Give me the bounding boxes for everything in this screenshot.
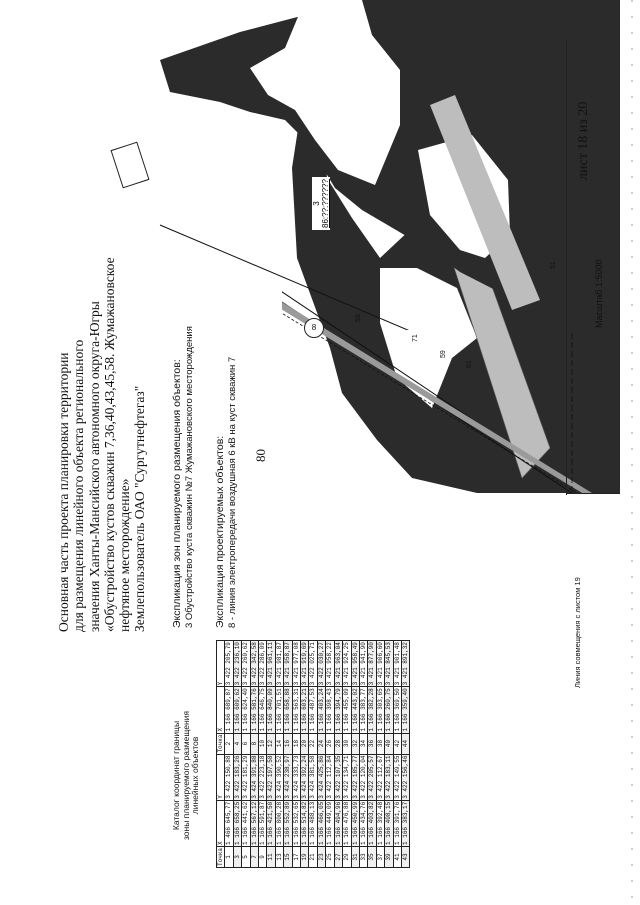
table-cell: 44	[401, 733, 409, 754]
table-cell: 40	[385, 733, 393, 754]
table-cell: 3 424 381,58	[309, 755, 317, 799]
table-cell: 2	[225, 733, 233, 754]
table-cell: 1 166 383,77	[359, 688, 367, 732]
table-header: Y	[217, 641, 225, 687]
table-cell: 1 166 383,17	[401, 801, 409, 845]
table-cell: 1 166 476,88	[343, 801, 351, 845]
table-cell: 1 166 303,65	[376, 688, 384, 732]
table-cell: 42	[393, 733, 401, 754]
table-cell: 3 422 120,04	[359, 755, 367, 799]
sheet-label: лист 18 из 20	[576, 101, 591, 180]
table-cell: 3 422 260,62	[242, 642, 250, 686]
catalog-title	[172, 683, 201, 868]
table-cell: 3 422 185,77	[351, 755, 359, 799]
table-row	[259, 641, 267, 868]
table-cell: 3 421 845,53	[385, 642, 393, 686]
table-cell: 37	[376, 846, 384, 867]
table-cell: 1 166 840,09	[267, 688, 275, 732]
table-cell: 3 421 919,69	[301, 642, 309, 686]
table-cell: 3 424 392,24	[301, 755, 309, 799]
title-line: нефтяное месторождение»	[117, 478, 133, 632]
objects-item: 8 - линия электропередачи воздушная 6 кВ на куст скважин 7	[226, 356, 238, 628]
table-cell: 1 166 408,15	[385, 801, 393, 845]
table-cell: 8	[250, 733, 258, 754]
table-row	[225, 641, 233, 868]
table-cell: 3 421 958,49	[351, 642, 359, 686]
table-cell: 9	[259, 846, 267, 867]
table-cell: 1 166 488,13	[309, 801, 317, 845]
table-row	[233, 641, 241, 868]
table-cell: 1 166 394,79	[334, 688, 342, 732]
callout-label: 53	[355, 314, 362, 322]
table-row	[401, 641, 409, 868]
table-header: X	[217, 800, 225, 846]
table-cell: 34	[359, 733, 367, 754]
explication	[172, 326, 238, 628]
table-row	[242, 641, 250, 868]
table-cell: 1 166 403,24	[317, 688, 325, 732]
table-cell: 3 421 924,25	[343, 642, 351, 686]
table-cell: 1	[225, 846, 233, 867]
table-cell: 1 166 441,62	[242, 801, 250, 845]
table-cell: 1 166 689,87	[225, 688, 233, 732]
table-row	[292, 641, 300, 868]
table-cell: 26	[326, 733, 334, 754]
table-cell: 38	[376, 733, 384, 754]
table-cell: 32	[351, 733, 359, 754]
table-cell: 16	[284, 733, 292, 754]
callout-label: 61	[466, 360, 473, 368]
table-cell: 15	[284, 846, 292, 867]
table-cell: 29	[343, 846, 351, 867]
table-cell: 3 422 150,88	[225, 755, 233, 799]
table-cell: 3 424 333,73	[292, 755, 300, 799]
table-cell: 20	[301, 733, 309, 754]
table-cell: 6	[242, 733, 250, 754]
table-cell: 1 166 658,25	[233, 801, 241, 845]
catalog-title-line: зоны планируемого размещения	[180, 711, 191, 841]
table-cell: 36	[368, 733, 376, 754]
table-row	[343, 641, 351, 868]
zone-code: 86:??:??????	[321, 179, 330, 228]
table-cell: 39	[385, 846, 393, 867]
table-cell: 1 166 624,40	[242, 688, 250, 732]
table-cell: 1 166 591,87	[259, 801, 267, 845]
table-cell: 3 422 107,35	[334, 755, 342, 799]
table-cell: 7	[250, 846, 258, 867]
table-cell: 3 421 961,11	[267, 642, 275, 686]
table-cell: 3 422 183,11	[385, 755, 393, 799]
table-cell: 24	[317, 733, 325, 754]
table-cell: 3 422 149,55	[393, 755, 401, 799]
callout-label: 51	[550, 261, 557, 269]
table-cell: 1 166 421,50	[267, 801, 275, 845]
table-cell: 1 466 645,77	[225, 801, 233, 845]
table-cell: 3 421 977,08	[292, 642, 300, 686]
table-cell: 27	[334, 846, 342, 867]
title-line: для размещения линейного объекта регионального	[71, 339, 87, 632]
zone-label	[312, 177, 330, 230]
table-cell: 3 422 181,29	[242, 755, 250, 799]
callout-8-circle	[304, 318, 324, 338]
table-cell: 1 166 581,76	[250, 688, 258, 732]
table-cell: 3 421 958,87	[284, 642, 292, 686]
title-line: Основная часть проекта планировки территории	[56, 352, 71, 632]
coordinate-table	[216, 640, 410, 868]
table-cell: 1 166 359,40	[401, 688, 409, 732]
table-cell: 1 166 701,51	[275, 688, 283, 732]
table-cell: 1 166 658,88	[284, 688, 292, 732]
table-row	[393, 641, 401, 868]
table-cell: 3 422 342,58	[250, 642, 258, 686]
table-cell: 25	[326, 846, 334, 867]
table-cell: 1 166 260,75	[385, 688, 393, 732]
table-row	[385, 641, 393, 868]
table-cell: 23	[317, 846, 325, 867]
table-cell: 35	[368, 846, 376, 867]
table-cell: 1 166 567,12	[250, 801, 258, 845]
table-cell: 33	[359, 846, 367, 867]
table-cell: 1 166 450,99	[351, 801, 359, 845]
table-row	[309, 641, 317, 868]
title-line: «Обустройство кустов скважин 7,36,40,43,45,58. Жумажановское	[101, 257, 117, 632]
table-row	[376, 641, 384, 868]
table-cell: 11	[267, 846, 275, 867]
table-cell: 3 422 197,58	[267, 755, 275, 799]
table-cell: 19	[301, 846, 309, 867]
table-cell: 12	[267, 733, 275, 754]
table-cell: 1 166 369,50	[393, 688, 401, 732]
table-cell: 3 422 025,71	[309, 642, 317, 686]
table-cell: 3 424 391,88	[250, 755, 258, 799]
table-header: X	[217, 687, 225, 733]
table-cell: 1 166 800,28	[275, 801, 283, 845]
table-cell: 1 166 443,02	[351, 688, 359, 732]
table-cell: 1 166 392,48	[376, 801, 384, 845]
table-cell: 18	[292, 733, 300, 754]
table-cell: 17	[292, 846, 300, 867]
table-cell: 1 166 398,43	[326, 688, 334, 732]
table-cell: 3 422 205,57	[368, 755, 376, 799]
table-row	[334, 641, 342, 868]
table-cell: 1 166 514,82	[301, 801, 309, 845]
table-cell: 3 424 238,97	[284, 755, 292, 799]
table-cell: 1 166 434,76	[359, 801, 367, 845]
catalog-title-line: линейных объектов	[190, 736, 200, 815]
table-cell: 3 424 390,52	[275, 755, 283, 799]
table-cell: 3 421 891,32	[401, 642, 409, 686]
table-cell: 3 422 205,79	[225, 642, 233, 686]
map-frame-bottom	[566, 493, 620, 494]
table-cell: 3 421 981,87	[275, 642, 283, 686]
table-row	[359, 641, 367, 868]
table-header-row	[217, 641, 225, 868]
table-cell: 3 421 963,04	[334, 642, 342, 686]
table-cell: 3 422 223,18	[259, 755, 267, 799]
table-cell: 31	[351, 846, 359, 867]
zones-item: 3 Обустройство куста скважин №7 Жумажановского месторождения	[183, 326, 195, 628]
zones-title: Экспликация зон планируемого размещения объектов:	[171, 359, 183, 628]
table-cell: 1 166 646,75	[259, 688, 267, 732]
table-cell: 3 422 236,10	[233, 642, 241, 686]
table-cell: 43	[401, 846, 409, 867]
table-cell: 1 166 466,05	[317, 801, 325, 845]
table-header: Точка	[217, 734, 224, 753]
table-cell: 3 422 286,09	[259, 642, 267, 686]
table-cell: 1 166 563,31	[292, 688, 300, 732]
table-cell: 1 166 391,76	[393, 801, 401, 845]
table-row	[368, 641, 376, 868]
table-cell: 3 422 183,26	[233, 755, 241, 799]
table-cell: 3 421 906,60	[376, 642, 384, 686]
callout-label: 59	[440, 350, 447, 358]
page-number: 80	[253, 449, 268, 462]
table-cell: 1 166 487,53	[309, 688, 317, 732]
table-row	[317, 641, 325, 868]
table-cell: 3 422 030,27	[317, 642, 325, 686]
table-cell: 1 166 403,82	[368, 801, 376, 845]
table-cell: 3 421 941,90	[359, 642, 367, 686]
page-edge-marks	[614, 0, 640, 905]
table-row	[275, 641, 283, 868]
table-cell: 13	[275, 846, 283, 867]
match-line-label: Линия совмещения с листом 19	[573, 577, 582, 688]
title-line: Землепользователь ОАО "Сургутнефтегаз"	[132, 385, 148, 632]
table-cell: 3 421 901,48	[393, 642, 401, 686]
table-cell: 1 166 552,89	[284, 801, 292, 845]
table-cell: 41	[393, 846, 401, 867]
map-frame	[566, 40, 567, 495]
table-row	[267, 641, 275, 868]
table-cell: 3 424 425,86	[317, 755, 325, 799]
table-cell: 1 166 603,21	[301, 688, 309, 732]
table-row	[284, 641, 292, 868]
table-cell: 3 422 156,46	[401, 755, 409, 799]
callout-label: 71	[412, 334, 419, 342]
table-row	[326, 641, 334, 868]
table-cell: 3	[233, 846, 241, 867]
scale-label: Масштаб 1:5000	[594, 259, 604, 328]
table-row	[351, 641, 359, 868]
table-cell: 1 166 494,96	[334, 801, 342, 845]
table-cell: 1 166 455,09	[343, 688, 351, 732]
table-cell: 3 421 958,22	[326, 642, 334, 686]
map-upper	[100, 0, 620, 330]
table-cell: 22	[309, 733, 317, 754]
table-cell: 1 166 609,62	[233, 688, 241, 732]
title-line: значения Ханты-Мансийского автономного округа-Югры	[86, 301, 102, 632]
zone-number: 3	[312, 201, 321, 206]
table-cell: 1 166 382,28	[368, 688, 376, 732]
table-cell: 3 422 112,84	[326, 755, 334, 799]
catalog-title-line: Каталог координат границы	[171, 720, 181, 831]
table-row	[301, 641, 309, 868]
table-cell: 10	[259, 733, 267, 754]
table-cell: 3 421 877,90	[368, 642, 376, 686]
table-cell: 1 166 532,65	[292, 801, 300, 845]
table-cell: 1 166 449,09	[326, 801, 334, 845]
table-cell: 14	[275, 733, 283, 754]
dark-area	[160, 0, 620, 330]
table-cell: 28	[334, 733, 342, 754]
table-cell: 3 422 112,67	[376, 755, 384, 799]
table-cell: 5	[242, 846, 250, 867]
callout-8-label: 8	[311, 323, 317, 332]
table-cell: 3 422 134,71	[343, 755, 351, 799]
table-cell: 21	[309, 846, 317, 867]
objects-title: Экспликация проектируемых объектов:	[214, 435, 226, 628]
table-header: Y	[217, 754, 225, 800]
table-row	[250, 641, 258, 868]
table-cell: 4	[233, 733, 241, 754]
table-header: Точка	[217, 847, 224, 866]
table-cell: 30	[343, 733, 351, 754]
